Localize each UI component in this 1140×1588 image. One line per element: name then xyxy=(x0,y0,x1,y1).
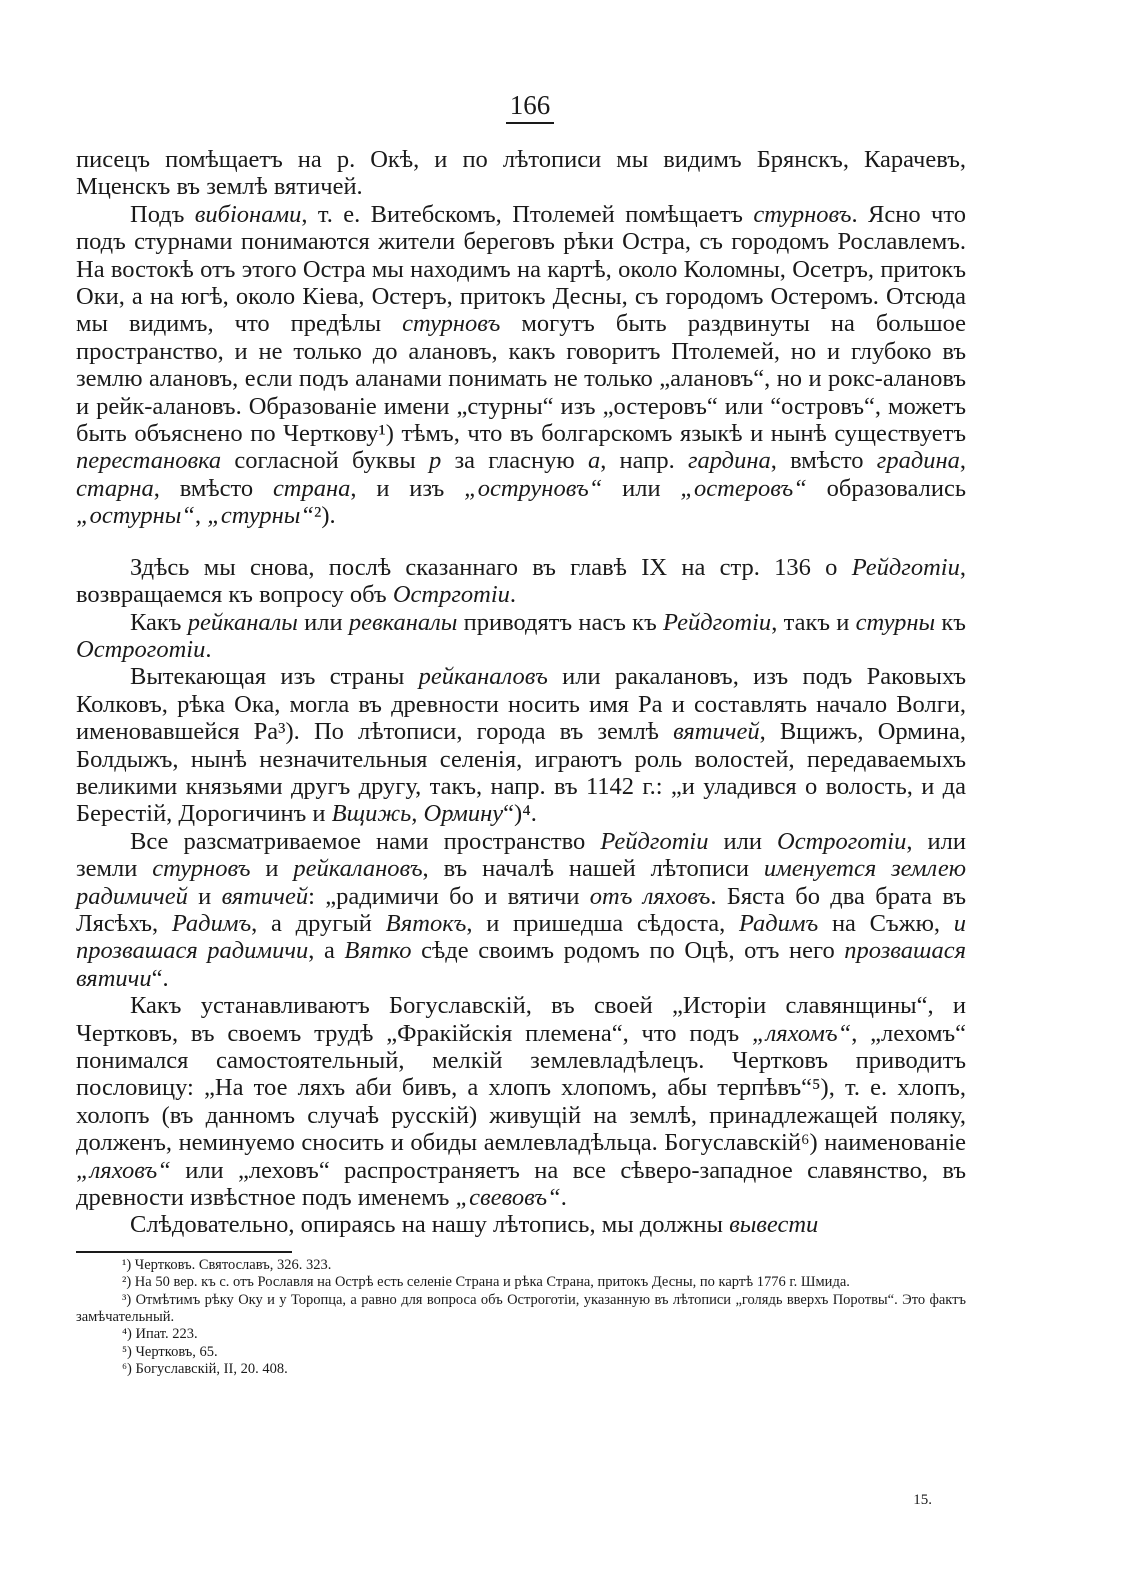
italic-term: вывести xyxy=(729,1211,819,1239)
italic-term: р xyxy=(428,447,442,475)
footnote-divider xyxy=(76,1251,292,1253)
italic-term: страна xyxy=(272,474,351,502)
document-page xyxy=(76,90,966,1379)
italic-term: стурновъ xyxy=(402,310,501,338)
italic-term: „оструновъ“ xyxy=(464,474,603,502)
italic-term: „стурны“ xyxy=(207,502,315,530)
paragraph: Какъ рейканалы или ревканалы приводятъ насъ къ Рейдготіи, такъ и стурны къ Остроготіи. xyxy=(76,608,966,663)
italic-term: старна xyxy=(76,474,154,502)
italic-term: „ляховъ“ xyxy=(76,1156,171,1184)
italic-term: Остроготіи xyxy=(777,827,907,855)
italic-term: Рейдготіи xyxy=(851,553,960,581)
italic-term: Вщижь, Ормину xyxy=(331,800,504,828)
paragraph: Здѣсь мы снова, послѣ сказаннаго въ главѣ IX на стр. 136 о Рейдготіи, возвращаемся къ вопросу объ Острготіи. xyxy=(76,553,966,609)
italic-term: рейканаловъ xyxy=(418,663,548,691)
signature-mark: 15. xyxy=(913,1492,932,1508)
italic-term: Радимъ xyxy=(171,909,252,937)
italic-term: именуется землею радимичей xyxy=(76,855,966,910)
paragraph: Какъ устанавливаютъ Богуславскій, въ своей „Исторіи славянщины“, и Чертковъ, въ своемъ трудѣ „Фракійскія племена“, что подъ „ляхомъ“, „лехомъ“ понимался самостоятельный, мелкій землевладѣлецъ. Чертковъ приводитъ пословицу: „На тое ляхъ аби бивъ, а хлопъ хлопомъ, абы терпѣвъ“⁵), т. е. хлопъ, холопъ (въ данномъ случаѣ русскій) живущій на землѣ, принадлежащей поляку, долженъ, неминуемо сносить и обиды аемлевладѣльца. Богуславскій⁶) наименованіе „ляховъ“ или „леховъ“ распространяетъ на все сѣверо-западное славянство, въ древности извѣстное подъ именемъ „свевовъ“. xyxy=(76,992,966,1212)
footnote: ⁵) Чертковъ, 65. xyxy=(122,1343,218,1360)
italic-term: ревканалы xyxy=(348,608,458,636)
italic-term: „остеровъ“ xyxy=(680,474,807,502)
italic-term: рейканалы xyxy=(187,608,298,636)
footnote: ⁶) Богуславскій, II, 20. 408. xyxy=(122,1361,288,1378)
body-text xyxy=(76,146,966,1239)
italic-term: вибіонами xyxy=(194,200,302,228)
footnote: ⁴) Ипат. 223. xyxy=(122,1326,198,1343)
italic-term: перестановка xyxy=(76,447,222,475)
italic-term: Рейдготіи xyxy=(663,608,772,636)
italic-term: гардина xyxy=(687,447,771,475)
italic-term: стурновъ xyxy=(152,855,251,883)
italic-term: вятичей xyxy=(221,882,309,910)
italic-term: Рейдготіи xyxy=(600,827,709,855)
footnote: ³) Отмѣтимъ рѣку Оку и у Торопца, а равно для вопроса объ Остроготіи, указанную въ лѣтописи „голядь вверхъ Поротвы“. Это фактъ замѣчательный. xyxy=(76,1291,966,1326)
italic-term: „свевовъ“ xyxy=(455,1184,561,1212)
italic-term: Остроготіи xyxy=(76,635,206,663)
paragraph: Подъ вибіонами, т. е. Витебскомъ, Птолемей помѣщаетъ стурновъ. Ясно что подъ стурнами понимаются жители береговъ рѣки Остра, съ городомъ Рославлемъ. На востокѣ отъ этого Остра мы находимъ на картѣ, около Коломны, Осетръ, притокъ Оки, а на югѣ, около Кіева, Остеръ, притокъ Десны, съ городомъ Остеромъ. Отсюда мы видимъ, что предѣлы стурновъ могутъ быть раздвинуты на большое пространство, и не только до алановъ, какъ говоритъ Птолемей, но и глубоко въ землю алановъ, если подъ аланами понимать не только „алановъ“, но и рокс-алановъ и рейк-алановъ. Образованіе имени „стурны“ изъ „остеровъ“ или “островъ“, можетъ быть объяснено по Черткову¹) тѣмъ, что въ болгарскомъ языкѣ и нынѣ существуетъ перестановка согласной буквы р за гласную а, напр. гардина, вмѣсто градина, старна, вмѣсто страна, и изъ „оструновъ“ или „остеровъ“ образовались „остурны“, „стурны“²). xyxy=(76,200,967,530)
italic-term: рейкалановъ xyxy=(293,855,423,883)
italic-term: Вятко xyxy=(344,937,412,965)
italic-term: стурновъ xyxy=(753,200,852,228)
footnote: ²) На 50 вер. къ с. отъ Рославля на Острѣ есть селеніе Страна и рѣка Страна, притокъ Десны, по картѣ 1776 г. Шмида. xyxy=(122,1274,850,1291)
page-number: 166 xyxy=(76,90,966,124)
italic-term: Острготіи xyxy=(392,581,510,609)
italic-term: и прозвашася радимичи xyxy=(76,909,966,965)
italic-term: стурны xyxy=(855,608,936,636)
italic-term: отъ ляховъ xyxy=(589,882,711,910)
italic-term: вятичей xyxy=(673,718,760,746)
italic-term: „остурны“ xyxy=(76,502,196,530)
paragraph: писецъ помѣщаетъ на р. Окѣ, и по лѣтописи мы видимъ Брянскъ, Карачевъ, Мценскъ въ землѣ вятичей. xyxy=(76,146,966,201)
paragraph: Вытекающая изъ страны рейканаловъ или ракалановъ, изъ подъ Раковыхъ Колковъ, рѣка Ока, могла въ древности носить имя Ра и составлять начало Волги, именовавшейся Ра³). По лѣтописи, города въ землѣ вятичей, Вщижъ, Ормина, Болдыжъ, нынѣ незначительныя селенія, играютъ роль волостей, передаваемыхъ великими князьями другъ другу, такъ, напр. въ 1142 г.: „и уладився о волость, и да Берестій, Дорогичинъ и Вщижь, Ормину“)⁴. xyxy=(76,663,967,828)
paragraph: Все разсматриваемое нами пространство Рейдготіи или Остроготіи, или земли стурновъ и рейкалановъ, въ началѣ нашей лѣтописи именуется землею радимичей и вятичей: „радимичи бо и вятичи отъ ляховъ. Бяста бо два брата въ Лясѣхъ, Радимъ, а другый Вятокъ, и пришедша сѣдоста, Радимъ на Съжю, и прозвашася радимичи, а Вятко сѣде своимъ родомъ по Оцѣ, отъ него прозвашася вятичи“. xyxy=(76,827,967,992)
italic-term: прозвашася вятичи xyxy=(76,937,966,992)
italic-term: „ляхомъ“ xyxy=(751,1019,852,1047)
footnote: ¹) Чертковъ. Святославъ, 326. 323. xyxy=(122,1256,332,1273)
italic-term: а xyxy=(587,447,601,475)
footnotes xyxy=(76,1257,966,1379)
paragraph: Слѣдовательно, опираясь на нашу лѣтопись, мы должны вывести xyxy=(130,1211,819,1239)
italic-term: Вятокъ xyxy=(385,909,467,937)
italic-term: Радимъ xyxy=(738,909,819,937)
italic-term: градина xyxy=(876,447,960,475)
